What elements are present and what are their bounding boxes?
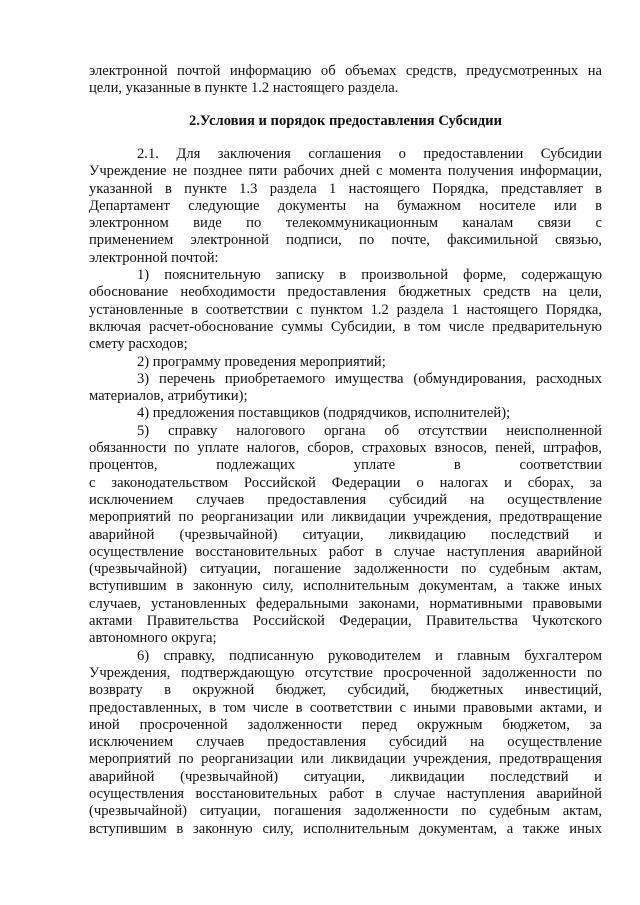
text-line: электронной почтой: <box>89 249 219 266</box>
text-line: включая расчет-обоснование суммы Субсидии, в том числе предварительную <box>89 318 602 335</box>
text-line: осуществления восстановительных работ в случае наступления аварийной <box>89 785 602 802</box>
text-line: (чрезвычайной) ситуации, погашение задолженности по судебным актам, <box>89 561 602 578</box>
text-line: мероприятий по реорганизации или ликвидации учреждения, предотвращение <box>89 509 602 526</box>
text-line: вступившим в законную силу, исполнительным документам, а также иных <box>89 820 602 837</box>
text-line: иной просроченной задолженности перед окружным бюджетом, за <box>89 716 602 733</box>
text-line: мероприятий по реорганизации или ликвидации учреждения, предотвращения <box>89 751 602 768</box>
text-line: Департамент следующие документы на бумажном носителе или в <box>89 197 602 214</box>
text-line: (чрезвычайной) ситуации, погашения задолженности по судебным актам, <box>89 803 602 820</box>
text-line: процентов, подлежащих уплате в соответствии <box>89 457 602 474</box>
text-line: исключением случаев предоставления субсидий на осуществление <box>89 734 602 751</box>
text-line: применением электронной подписи, по почте, факсимильной связью, <box>89 232 602 249</box>
section-title: 2.Условия и порядок предоставления Субсидии <box>188 113 502 129</box>
text-line: с законодательством Российской Федерации о налогах и сборах, за <box>89 474 602 491</box>
text-line: вступившим в законную силу, исполнительным документам, а также иных <box>89 578 602 595</box>
intro-paragraph <box>89 63 602 98</box>
text-line: смету расходов; <box>89 336 188 353</box>
text-line: 6) справку, подписанную руководителем и главным бухгалтером <box>137 647 602 664</box>
text-line: материалов, атрибутики); <box>89 388 248 405</box>
text-line: случаев, установленных федеральными законами, нормативными правовыми <box>89 595 602 612</box>
text-line: 5) справку налогового органа об отсутствии неисполненной <box>137 422 602 439</box>
text-line: 3) перечень приобретаемого имущества (обмундирования, расходных <box>137 370 602 387</box>
text-line: 2.1. Для заключения соглашения о предоставлении Субсидии <box>137 146 602 162</box>
text-line: установленные в соответствии с пунктом 1.2 раздела 1 настоящего Порядка, <box>89 301 602 318</box>
text-line: обязанности по уплате налогов, сборов, страховых взносов, пеней, штрафов, <box>89 440 602 457</box>
text-line: предоставленных, в том числе в соответствии с иными правовыми актами, и <box>89 699 602 716</box>
text-line: обоснование необходимости предоставления бюджетных средств на цели, <box>89 284 602 301</box>
text-line: электронном виде по телекоммуникационным каналам связи с <box>89 215 602 232</box>
text-line: актами Правительства Российской Федерации, Правительства Чукотского <box>89 613 602 630</box>
text-line: 2) программу проведения мероприятий; <box>137 353 386 370</box>
text-line: цели, указанные в пункте 1.2 настоящего раздела. <box>89 80 399 97</box>
section-body <box>89 146 602 838</box>
text-line: Учреждения, подтверждающую отсутствие просроченной задолженности по <box>89 664 602 681</box>
text-line: автономного округа; <box>89 630 217 647</box>
text-line: 1) пояснительную записку в произвольной форме, содержащую <box>137 267 602 284</box>
text-line: указанной в пункте 1.3 раздела 1 настоящего Порядка, представляет в <box>89 180 602 197</box>
text-line: исключением случаев предоставления субсидий на осуществление <box>89 491 602 508</box>
text-line: 4) предложения поставщиков (подрядчиков, исполнителей); <box>137 405 511 422</box>
text-line: электронной почтой информацию об объемах средств, предусмотренных на <box>89 63 602 79</box>
text-line: возврату в окружной бюджет, субсидий, бюджетных инвестиций, <box>89 682 602 699</box>
text-line: аварийной (чрезвычайной) ситуации, ликвидации последствий и <box>89 768 602 785</box>
text-line: аварийной (чрезвычайной) ситуации, ликвидацию последствий и <box>89 526 602 543</box>
text-line: осуществление восстановительных работ в случае наступления аварийной <box>89 543 602 560</box>
text-line: Учреждение не позднее пяти рабочих дней с момента получения информации, <box>89 163 602 180</box>
